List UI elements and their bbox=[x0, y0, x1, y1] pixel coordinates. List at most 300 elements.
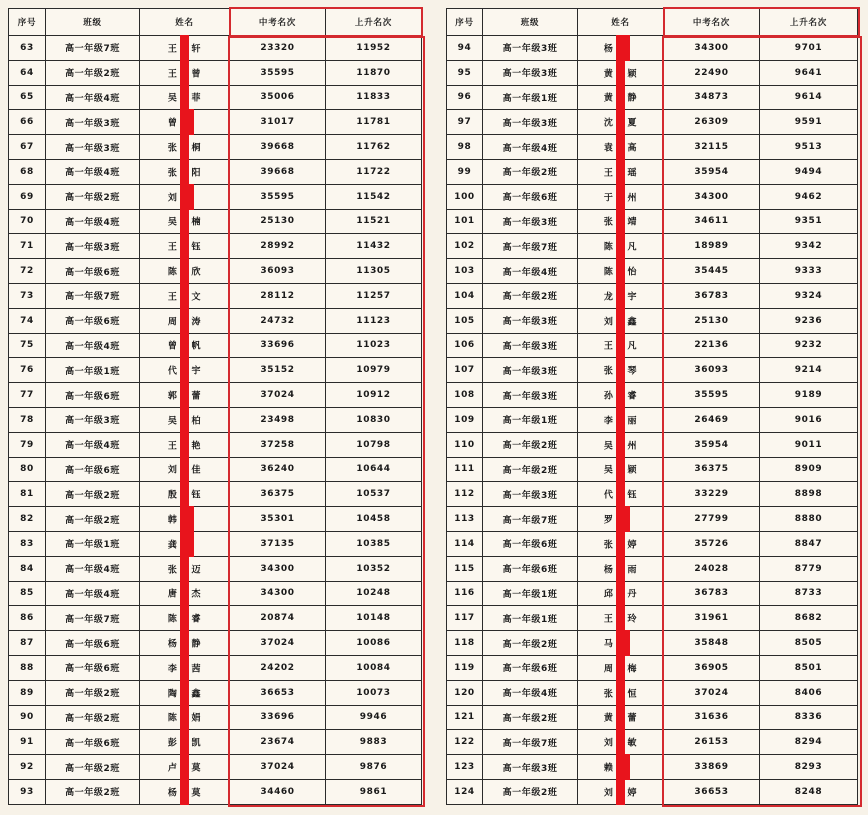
name-last-char: 娟 bbox=[191, 713, 202, 724]
cell-rank-rise: 9011 bbox=[760, 433, 858, 458]
name-last-char: 阳 bbox=[191, 168, 202, 179]
cell-seq: 95 bbox=[447, 61, 483, 86]
name-redaction-bar bbox=[616, 258, 625, 284]
name-redaction-bar bbox=[616, 481, 625, 507]
cell-exam-rank: 35595 bbox=[230, 61, 326, 86]
name-first-char: 唐 bbox=[167, 589, 178, 600]
cell-rank-rise: 11257 bbox=[326, 284, 422, 309]
cell-name bbox=[578, 160, 664, 185]
cell-name bbox=[578, 234, 664, 259]
cell-rank-rise: 10385 bbox=[326, 532, 422, 557]
cell-name bbox=[578, 383, 664, 408]
name-first-char: 罗 bbox=[603, 515, 614, 526]
table-row bbox=[9, 36, 422, 61]
cell-exam-rank: 34873 bbox=[664, 86, 760, 111]
cell-seq: 92 bbox=[9, 755, 46, 780]
name-last-char: 钰 bbox=[627, 490, 638, 501]
name-redaction-bar bbox=[616, 506, 630, 532]
cell-rank-rise: 8733 bbox=[760, 582, 858, 607]
cell-name bbox=[578, 631, 664, 656]
cell-class: 高一年级3班 bbox=[483, 36, 578, 61]
cell-name bbox=[578, 730, 664, 755]
name-last-char: 雨 bbox=[627, 565, 638, 576]
cell-rank-rise: 9946 bbox=[326, 706, 422, 731]
name-first-char: 杨 bbox=[167, 788, 178, 799]
cell-seq: 66 bbox=[9, 110, 46, 135]
cell-seq: 109 bbox=[447, 408, 483, 433]
cell-name bbox=[140, 36, 230, 61]
cell-rank-rise: 10912 bbox=[326, 383, 422, 408]
cell-exam-rank: 36783 bbox=[664, 284, 760, 309]
name-redaction-bar bbox=[616, 357, 625, 383]
cell-exam-rank: 33696 bbox=[230, 334, 326, 359]
cell-class: 高一年级2班 bbox=[483, 284, 578, 309]
cell-name bbox=[578, 86, 664, 111]
cell-seq: 120 bbox=[447, 681, 483, 706]
cell-rank-rise: 11870 bbox=[326, 61, 422, 86]
name-last-char: 艳 bbox=[191, 441, 202, 452]
cell-seq: 113 bbox=[447, 507, 483, 532]
cell-rank-rise: 11833 bbox=[326, 86, 422, 111]
table-row bbox=[447, 780, 858, 805]
name-first-char: 刘 bbox=[167, 465, 178, 476]
cell-rank-rise: 10979 bbox=[326, 358, 422, 383]
cell-name bbox=[140, 433, 230, 458]
name-last-char: 帆 bbox=[191, 341, 202, 352]
cell-class: 高一年级1班 bbox=[483, 86, 578, 111]
cell-seq: 63 bbox=[9, 36, 46, 61]
name-redaction-bar bbox=[616, 655, 625, 681]
cell-name bbox=[140, 210, 230, 235]
cell-exam-rank: 37258 bbox=[230, 433, 326, 458]
cell-class: 高一年级2班 bbox=[46, 755, 140, 780]
name-first-char: 陈 bbox=[167, 267, 178, 278]
name-first-char: 陈 bbox=[167, 713, 178, 724]
name-last-char: 桐 bbox=[191, 143, 202, 154]
name-first-char: 曾 bbox=[167, 118, 178, 129]
name-redaction-bar bbox=[616, 432, 625, 458]
name-last-char: 靖 bbox=[627, 217, 638, 228]
name-last-char: 欣 bbox=[191, 267, 202, 278]
name-redaction-bar bbox=[616, 754, 630, 780]
table-row bbox=[9, 656, 422, 681]
cell-rank-rise: 9016 bbox=[760, 408, 858, 433]
cell-rank-rise: 9883 bbox=[326, 730, 422, 755]
cell-exam-rank: 24028 bbox=[664, 557, 760, 582]
cell-class: 高一年级3班 bbox=[483, 110, 578, 135]
cell-class: 高一年级6班 bbox=[46, 458, 140, 483]
name-last-char: 丽 bbox=[627, 416, 638, 427]
cell-class: 高一年级4班 bbox=[46, 433, 140, 458]
name-redaction-bar bbox=[180, 531, 194, 557]
cell-exam-rank: 37024 bbox=[230, 383, 326, 408]
cell-class: 高一年级7班 bbox=[483, 730, 578, 755]
cell-name bbox=[578, 309, 664, 334]
header-class: 班级 bbox=[46, 9, 140, 36]
table-row bbox=[9, 259, 422, 284]
cell-class: 高一年级3班 bbox=[483, 383, 578, 408]
name-last-char: 迈 bbox=[191, 565, 202, 576]
name-first-char: 吴 bbox=[167, 416, 178, 427]
cell-exam-rank: 33229 bbox=[664, 482, 760, 507]
name-first-char: 王 bbox=[603, 341, 614, 352]
name-first-char: 陈 bbox=[603, 267, 614, 278]
cell-seq: 91 bbox=[9, 730, 46, 755]
name-first-char: 刘 bbox=[603, 788, 614, 799]
cell-class: 高一年级4班 bbox=[46, 210, 140, 235]
name-redaction-bar bbox=[616, 729, 625, 755]
cell-name bbox=[140, 383, 230, 408]
cell-class: 高一年级4班 bbox=[483, 681, 578, 706]
name-redaction-bar bbox=[180, 506, 194, 532]
cell-rank-rise: 9494 bbox=[760, 160, 858, 185]
table-row bbox=[9, 606, 422, 631]
cell-class: 高一年级3班 bbox=[46, 110, 140, 135]
cell-name bbox=[578, 259, 664, 284]
name-last-char: 钰 bbox=[191, 490, 202, 501]
cell-exam-rank: 34300 bbox=[664, 185, 760, 210]
name-last-char: 凡 bbox=[627, 341, 638, 352]
cell-name bbox=[140, 582, 230, 607]
cell-name bbox=[578, 482, 664, 507]
cell-seq: 80 bbox=[9, 458, 46, 483]
name-last-char: 玲 bbox=[627, 614, 638, 625]
table-row bbox=[9, 86, 422, 111]
name-first-char: 王 bbox=[167, 441, 178, 452]
cell-name bbox=[140, 135, 230, 160]
table-row bbox=[447, 582, 858, 607]
cell-rank-rise: 11432 bbox=[326, 234, 422, 259]
name-first-char: 吴 bbox=[603, 465, 614, 476]
name-last-char: 丹 bbox=[627, 589, 638, 600]
cell-seq: 104 bbox=[447, 284, 483, 309]
cell-name bbox=[578, 61, 664, 86]
name-first-char: 张 bbox=[167, 565, 178, 576]
table-row bbox=[9, 358, 422, 383]
cell-exam-rank: 39668 bbox=[230, 135, 326, 160]
cell-seq: 99 bbox=[447, 160, 483, 185]
cell-exam-rank: 23674 bbox=[230, 730, 326, 755]
cell-exam-rank: 22136 bbox=[664, 334, 760, 359]
cell-seq: 74 bbox=[9, 309, 46, 334]
name-last-char: 州 bbox=[627, 441, 638, 452]
table-row bbox=[9, 309, 422, 334]
name-redaction-bar bbox=[180, 283, 189, 309]
name-redaction-bar bbox=[616, 457, 625, 483]
cell-class: 高一年级2班 bbox=[483, 458, 578, 483]
cell-seq: 86 bbox=[9, 606, 46, 631]
name-last-char: 蕾 bbox=[627, 713, 638, 724]
cell-rank-rise: 8293 bbox=[760, 755, 858, 780]
cell-exam-rank: 31636 bbox=[664, 706, 760, 731]
cell-name bbox=[578, 358, 664, 383]
cell-exam-rank: 36653 bbox=[230, 681, 326, 706]
cell-class: 高一年级1班 bbox=[46, 532, 140, 557]
cell-name bbox=[140, 780, 230, 805]
table-row bbox=[9, 334, 422, 359]
name-last-char: 轩 bbox=[191, 44, 202, 55]
table-row bbox=[9, 185, 422, 210]
cell-exam-rank: 35006 bbox=[230, 86, 326, 111]
name-redaction-bar bbox=[616, 60, 625, 86]
name-first-char: 张 bbox=[167, 168, 178, 179]
cell-rank-rise: 9189 bbox=[760, 383, 858, 408]
cell-class: 高一年级3班 bbox=[483, 309, 578, 334]
header-rank-rise: 上升名次 bbox=[760, 9, 858, 36]
table-row bbox=[447, 755, 858, 780]
cell-name bbox=[140, 185, 230, 210]
cell-rank-rise: 9333 bbox=[760, 259, 858, 284]
header-row bbox=[9, 9, 422, 36]
name-redaction-bar bbox=[616, 159, 625, 185]
cell-seq: 79 bbox=[9, 433, 46, 458]
cell-exam-rank: 34300 bbox=[230, 582, 326, 607]
cell-rank-rise: 8880 bbox=[760, 507, 858, 532]
cell-class: 高一年级2班 bbox=[483, 706, 578, 731]
table-row bbox=[9, 160, 422, 185]
cell-exam-rank: 22490 bbox=[664, 61, 760, 86]
cell-class: 高一年级6班 bbox=[46, 383, 140, 408]
name-first-char: 王 bbox=[167, 69, 178, 80]
cell-rank-rise: 10458 bbox=[326, 507, 422, 532]
table-row bbox=[9, 507, 422, 532]
name-last-char: 曾 bbox=[191, 69, 202, 80]
cell-name bbox=[140, 532, 230, 557]
table-row bbox=[447, 631, 858, 656]
cell-seq: 81 bbox=[9, 482, 46, 507]
header-name: 姓名 bbox=[140, 9, 230, 36]
name-redaction-bar bbox=[180, 35, 189, 61]
name-redaction-bar bbox=[616, 531, 625, 557]
table-row bbox=[9, 755, 422, 780]
cell-rank-rise: 11521 bbox=[326, 210, 422, 235]
name-redaction-bar bbox=[180, 680, 189, 706]
cell-class: 高一年级4班 bbox=[46, 557, 140, 582]
table-row bbox=[9, 582, 422, 607]
cell-rank-rise: 11123 bbox=[326, 309, 422, 334]
table-row bbox=[9, 532, 422, 557]
cell-exam-rank: 35595 bbox=[230, 185, 326, 210]
cell-class: 高一年级6班 bbox=[483, 656, 578, 681]
cell-exam-rank: 23320 bbox=[230, 36, 326, 61]
cell-rank-rise: 11952 bbox=[326, 36, 422, 61]
name-last-char: 夏 bbox=[627, 118, 638, 129]
cell-exam-rank: 28112 bbox=[230, 284, 326, 309]
table-row bbox=[447, 557, 858, 582]
cell-class: 高一年级6班 bbox=[483, 557, 578, 582]
cell-exam-rank: 35848 bbox=[664, 631, 760, 656]
name-first-char: 曾 bbox=[167, 341, 178, 352]
cell-class: 高一年级7班 bbox=[46, 606, 140, 631]
name-first-char: 邱 bbox=[603, 589, 614, 600]
name-redaction-bar bbox=[180, 258, 189, 284]
cell-seq: 67 bbox=[9, 135, 46, 160]
cell-class: 高一年级1班 bbox=[483, 606, 578, 631]
cell-name bbox=[140, 482, 230, 507]
name-last-char: 敏 bbox=[627, 738, 638, 749]
cell-rank-rise: 8501 bbox=[760, 656, 858, 681]
cell-rank-rise: 9236 bbox=[760, 309, 858, 334]
name-redaction-bar bbox=[616, 184, 625, 210]
cell-seq: 83 bbox=[9, 532, 46, 557]
name-last-char: 楠 bbox=[191, 217, 202, 228]
table-row bbox=[447, 86, 858, 111]
cell-seq: 118 bbox=[447, 631, 483, 656]
cell-seq: 94 bbox=[447, 36, 483, 61]
table-row bbox=[447, 606, 858, 631]
cell-rank-rise: 9214 bbox=[760, 358, 858, 383]
cell-seq: 117 bbox=[447, 606, 483, 631]
cell-seq: 123 bbox=[447, 755, 483, 780]
table-row bbox=[9, 135, 422, 160]
cell-name bbox=[140, 681, 230, 706]
cell-name bbox=[578, 284, 664, 309]
cell-seq: 116 bbox=[447, 582, 483, 607]
cell-rank-rise: 9342 bbox=[760, 234, 858, 259]
cell-rank-rise: 9701 bbox=[760, 36, 858, 61]
name-redaction-bar bbox=[180, 209, 189, 235]
cell-seq: 102 bbox=[447, 234, 483, 259]
cell-class: 高一年级6班 bbox=[46, 631, 140, 656]
table-row bbox=[9, 681, 422, 706]
name-last-char: 涛 bbox=[191, 317, 202, 328]
table-row bbox=[447, 458, 858, 483]
cell-seq: 119 bbox=[447, 656, 483, 681]
cell-exam-rank: 26153 bbox=[664, 730, 760, 755]
name-redaction-bar bbox=[616, 109, 625, 135]
name-redaction-bar bbox=[180, 109, 194, 135]
name-first-char: 郭 bbox=[167, 391, 178, 402]
cell-class: 高一年级4班 bbox=[46, 582, 140, 607]
cell-exam-rank: 37024 bbox=[664, 681, 760, 706]
name-last-char: 鑫 bbox=[191, 689, 202, 700]
name-redaction-bar bbox=[180, 308, 189, 334]
name-redaction-bar bbox=[616, 556, 625, 582]
cell-name bbox=[140, 706, 230, 731]
name-redaction-bar bbox=[180, 556, 189, 582]
name-first-char: 周 bbox=[603, 664, 614, 675]
cell-class: 高一年级1班 bbox=[46, 358, 140, 383]
cell-exam-rank: 20874 bbox=[230, 606, 326, 631]
cell-exam-rank: 36653 bbox=[664, 780, 760, 805]
name-redaction-bar bbox=[616, 705, 625, 731]
name-first-char: 张 bbox=[603, 366, 614, 377]
cell-exam-rank: 33869 bbox=[664, 755, 760, 780]
cell-exam-rank: 34460 bbox=[230, 780, 326, 805]
cell-class: 高一年级6班 bbox=[483, 185, 578, 210]
cell-class: 高一年级7班 bbox=[46, 284, 140, 309]
cell-exam-rank: 35301 bbox=[230, 507, 326, 532]
name-first-char: 李 bbox=[603, 416, 614, 427]
name-first-char: 卢 bbox=[167, 763, 178, 774]
name-redaction-bar bbox=[180, 581, 189, 607]
cell-exam-rank: 39668 bbox=[230, 160, 326, 185]
cell-rank-rise: 9591 bbox=[760, 110, 858, 135]
cell-seq: 68 bbox=[9, 160, 46, 185]
cell-name bbox=[578, 656, 664, 681]
name-redaction-bar bbox=[180, 407, 189, 433]
cell-rank-rise: 11542 bbox=[326, 185, 422, 210]
cell-name bbox=[578, 408, 664, 433]
name-last-char: 莫 bbox=[191, 763, 202, 774]
cell-class: 高一年级2班 bbox=[46, 681, 140, 706]
cell-rank-rise: 8505 bbox=[760, 631, 858, 656]
cell-name bbox=[140, 557, 230, 582]
cell-class: 高一年级2班 bbox=[483, 631, 578, 656]
name-first-char: 马 bbox=[603, 639, 614, 650]
name-first-char: 杨 bbox=[603, 565, 614, 576]
cell-exam-rank: 28992 bbox=[230, 234, 326, 259]
cell-exam-rank: 35152 bbox=[230, 358, 326, 383]
name-last-char: 菲 bbox=[191, 93, 202, 104]
cell-class: 高一年级6班 bbox=[46, 730, 140, 755]
cell-rank-rise: 9462 bbox=[760, 185, 858, 210]
name-first-char: 陶 bbox=[167, 689, 178, 700]
cell-seq: 89 bbox=[9, 681, 46, 706]
cell-exam-rank: 35954 bbox=[664, 433, 760, 458]
cell-class: 高一年级4班 bbox=[46, 160, 140, 185]
cell-seq: 90 bbox=[9, 706, 46, 731]
name-first-char: 张 bbox=[603, 540, 614, 551]
cell-exam-rank: 26469 bbox=[664, 408, 760, 433]
cell-class: 高一年级4班 bbox=[46, 334, 140, 359]
table-row bbox=[9, 557, 422, 582]
cell-seq: 96 bbox=[447, 86, 483, 111]
table-row bbox=[9, 458, 422, 483]
cell-name bbox=[578, 532, 664, 557]
name-last-char: 睿 bbox=[627, 391, 638, 402]
name-redaction-bar bbox=[180, 705, 189, 731]
cell-seq: 88 bbox=[9, 656, 46, 681]
cell-rank-rise: 10148 bbox=[326, 606, 422, 631]
table-row bbox=[447, 408, 858, 433]
cell-class: 高一年级1班 bbox=[483, 582, 578, 607]
name-redaction-bar bbox=[180, 481, 189, 507]
cell-name bbox=[140, 730, 230, 755]
name-first-char: 袁 bbox=[603, 143, 614, 154]
name-last-char: 钰 bbox=[191, 242, 202, 253]
cell-class: 高一年级3班 bbox=[483, 358, 578, 383]
ranking-table-left bbox=[8, 8, 422, 805]
cell-seq: 71 bbox=[9, 234, 46, 259]
name-last-char: 颖 bbox=[627, 465, 638, 476]
cell-name bbox=[140, 110, 230, 135]
name-last-char: 瑶 bbox=[627, 168, 638, 179]
table-row bbox=[447, 730, 858, 755]
cell-class: 高一年级3班 bbox=[46, 408, 140, 433]
name-last-char: 凡 bbox=[627, 242, 638, 253]
cell-name bbox=[140, 160, 230, 185]
name-redaction-bar bbox=[180, 233, 189, 259]
cell-rank-rise: 8847 bbox=[760, 532, 858, 557]
name-redaction-bar bbox=[616, 680, 625, 706]
name-first-char: 龙 bbox=[603, 292, 614, 303]
table-row bbox=[447, 110, 858, 135]
cell-name bbox=[578, 110, 664, 135]
cell-class: 高一年级2班 bbox=[46, 780, 140, 805]
cell-class: 高一年级7班 bbox=[483, 507, 578, 532]
cell-exam-rank: 25130 bbox=[664, 309, 760, 334]
table-row bbox=[9, 61, 422, 86]
header-exam-rank: 中考名次 bbox=[664, 9, 760, 36]
name-redaction-bar bbox=[180, 184, 194, 210]
cell-class: 高一年级2班 bbox=[483, 780, 578, 805]
cell-exam-rank: 36093 bbox=[230, 259, 326, 284]
cell-exam-rank: 35445 bbox=[664, 259, 760, 284]
name-last-char: 颖 bbox=[627, 69, 638, 80]
header-name: 姓名 bbox=[578, 9, 664, 36]
cell-exam-rank: 34300 bbox=[664, 36, 760, 61]
